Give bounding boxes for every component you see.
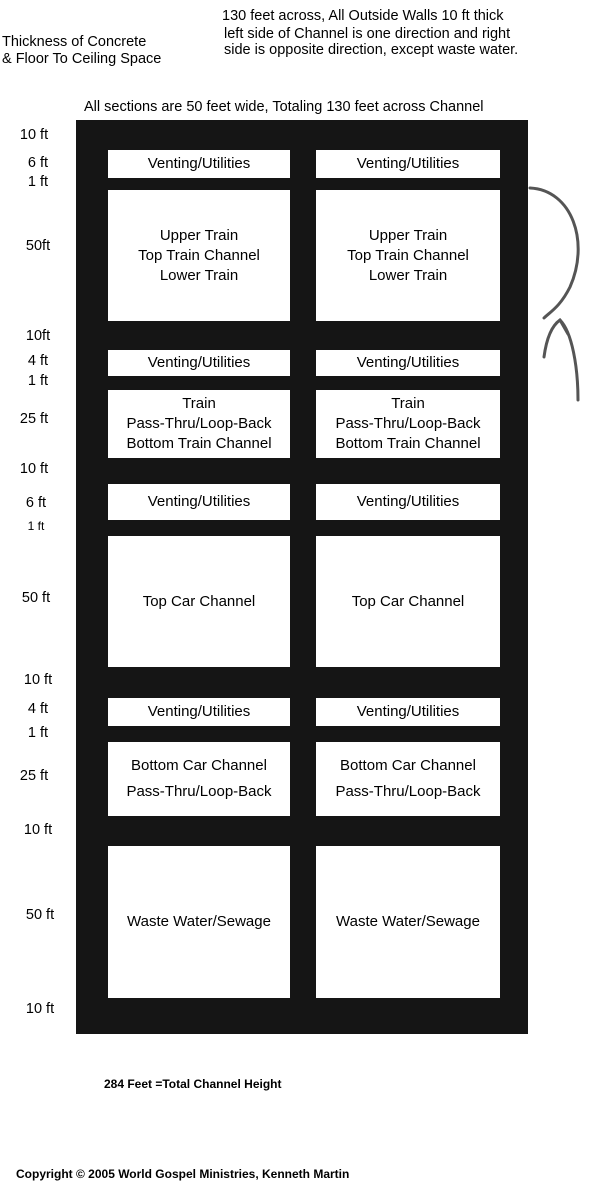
room-text: Train xyxy=(391,395,425,412)
room-text: Venting/Utilities xyxy=(356,155,460,172)
concrete-slab xyxy=(76,998,528,1034)
room-right-venting-2 xyxy=(316,350,500,376)
thickness-label: 10 ft xyxy=(19,461,49,477)
thickness-label: 10 ft xyxy=(23,822,53,838)
header-right-line-3: side is opposite direction, except waste water. xyxy=(224,42,519,58)
concrete-slab xyxy=(88,667,512,698)
thickness-label: 4 ft xyxy=(27,353,49,369)
thickness-label: 6 ft xyxy=(27,155,49,171)
room-right-venting-1 xyxy=(316,150,500,178)
thickness-label: 25 ft xyxy=(19,411,49,427)
header-left-line-1: Thickness of Concrete xyxy=(2,34,147,50)
room-text: Waste Water/Sewage xyxy=(336,913,480,930)
room-text: Top Car Channel xyxy=(142,592,256,610)
concrete-slab xyxy=(94,816,508,846)
header-right-line-2: left side of Channel is one direction and right xyxy=(224,26,511,42)
thickness-label: 10 ft xyxy=(25,1001,55,1017)
room-text: Bottom Car Channel xyxy=(131,757,267,774)
thickness-label: 4 ft xyxy=(27,701,49,717)
room-text: Venting/Utilities xyxy=(147,354,251,371)
room-text: Venting/Utilities xyxy=(356,703,460,720)
room-text: Venting/Utilities xyxy=(147,155,251,172)
room-text: Top Train Channel xyxy=(347,246,469,264)
thickness-label: 1 ft xyxy=(27,725,49,741)
room-text: Venting/Utilities xyxy=(147,703,251,720)
thickness-label: 50ft xyxy=(25,238,51,254)
room-left-bottom-car-channel xyxy=(108,742,290,816)
room-right-bottom-train-channel xyxy=(316,390,500,458)
thickness-label: 10ft xyxy=(25,328,51,344)
room-left-waste-water xyxy=(108,846,290,998)
room-left-venting-3 xyxy=(108,484,290,520)
room-text: Pass-Thru/Loop-Back xyxy=(335,415,481,432)
room-text: Pass-Thru/Loop-Back xyxy=(335,783,481,800)
room-right-waste-water xyxy=(316,846,500,998)
thickness-label: 10 ft xyxy=(19,127,49,143)
header-right-line-1: 130 feet across, All Outside Walls 10 ft thick xyxy=(222,8,504,24)
room-left-top-train-channel xyxy=(108,190,290,321)
room-left-bottom-train-channel xyxy=(108,390,290,458)
thickness-label: 25 ft xyxy=(19,768,49,784)
room-right-venting-3 xyxy=(316,484,500,520)
thickness-label: 10 ft xyxy=(23,672,53,688)
room-text: Bottom Train Channel xyxy=(126,435,272,452)
room-text: Pass-Thru/Loop-Back xyxy=(126,415,272,432)
room-right-top-train-channel xyxy=(316,190,500,321)
room-text: Lower Train xyxy=(159,266,239,284)
concrete-slab xyxy=(96,458,510,484)
thickness-label: 1 ft xyxy=(27,519,45,533)
header-left-line-2: & Floor To Ceiling Space xyxy=(2,51,162,67)
room-text: Waste Water/Sewage xyxy=(127,913,271,930)
room-text: Pass-Thru/Loop-Back xyxy=(126,783,272,800)
total-height-note: 284 Feet =Total Channel Height xyxy=(104,1077,282,1091)
room-left-venting-2 xyxy=(108,350,290,376)
room-text: Venting/Utilities xyxy=(356,354,460,371)
concrete-slab xyxy=(92,321,510,350)
room-text: Bottom Car Channel xyxy=(340,757,476,774)
thickness-label: 6 ft xyxy=(25,495,47,511)
direction-arrow-icon xyxy=(520,182,600,412)
copyright: Copyright © 2005 World Gospel Ministries, Kenneth Martin xyxy=(16,1167,350,1181)
room-right-bottom-car-channel xyxy=(316,742,500,816)
room-text: Venting/Utilities xyxy=(356,493,460,510)
room-right-top-car-channel xyxy=(316,536,500,667)
room-left-top-car-channel xyxy=(108,536,290,667)
room-text: Top Car Channel xyxy=(351,592,465,610)
thickness-label: 1 ft xyxy=(27,373,49,389)
thickness-label: 50 ft xyxy=(21,590,51,606)
room-left-venting-1 xyxy=(108,150,290,178)
room-text: Top Train Channel xyxy=(138,246,260,264)
room-left-venting-4 xyxy=(108,698,290,726)
room-text: Venting/Utilities xyxy=(147,493,251,510)
room-text: Bottom Train Channel xyxy=(335,435,481,452)
room-text: Train xyxy=(182,395,216,412)
room-text: Upper Train xyxy=(159,226,239,244)
thickness-label: 50 ft xyxy=(25,907,55,923)
room-text: Upper Train xyxy=(368,226,448,244)
width-note: All sections are 50 feet wide, Totaling 130 feet across Channel xyxy=(84,99,484,115)
room-text: Lower Train xyxy=(368,266,448,284)
thickness-label: 1 ft xyxy=(27,174,49,190)
room-right-venting-4 xyxy=(316,698,500,726)
